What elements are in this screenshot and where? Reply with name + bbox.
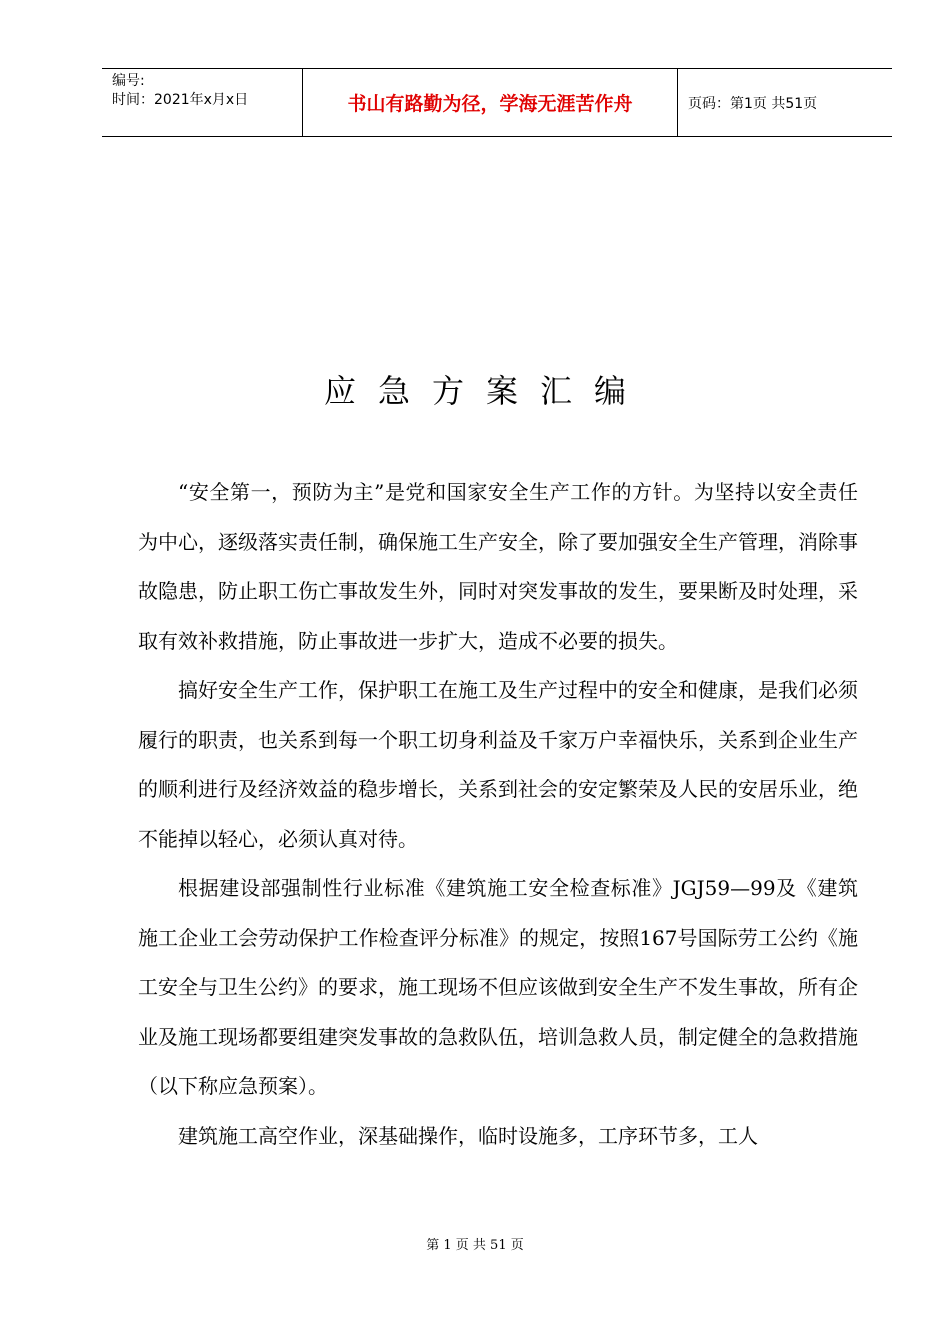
paragraph: “安全第一，预防为主”是党和国家安全生产工作的方针。为坚持以安全责任为中心，逐级落实责任制，确保施工生产安全，除了要加强安全生产管理，消除事故隐患，防止职工伤亡事故发生外，同时对突发事故的发生，要果断及时处理，采取有效补救措施，防止事故进一步扩大，造成不必要的损失。 (138, 480, 858, 653)
paragraph: 建筑施工高空作业，深基础操作，临时设施多，工序环节多，工人 (178, 1123, 758, 1148)
page-header (102, 68, 892, 137)
paragraph: 搞好安全生产工作，保护职工在施工及生产过程中的安全和健康，是我们必须履行的职责，也关系到每一个职工切身利益及千家万户幸福快乐，关系到企业生产的顺利进行及经济效益的稳步增长，关系到社会的安定繁荣及人民的安居乐业，绝不能掉以轻心，必须认真对待。 (138, 678, 858, 851)
header-page-info: 页码：第1页 共51页 (688, 95, 818, 112)
header-motto: 书山有路勤为径，学海无涯苦作舟 (303, 69, 678, 136)
document-body (138, 468, 858, 1161)
document-number-label: 编号: (112, 73, 145, 89)
document-time: 时间：2021年x月x日 (112, 92, 249, 108)
document-title: 应急方案汇编 (323, 372, 648, 410)
paragraph: 根据建设部强制性行业标准《建筑施工安全检查标准》JGJ59—99及《建筑施工企业工会劳动保护工作检查评分标准》的规定，按照167号国际劳工公约《施工安全与卫生公约》的要求，施工现场不但应该做到安全生产不发生事故，所有企业及施工现场都要组建突发事故的急救队伍，培训急救人员，制定健全的急救措施（以下称应急预案）。 (138, 876, 858, 1098)
page-footer: 第 1 页 共 51 页 (426, 1238, 524, 1253)
header-meta (102, 69, 303, 136)
